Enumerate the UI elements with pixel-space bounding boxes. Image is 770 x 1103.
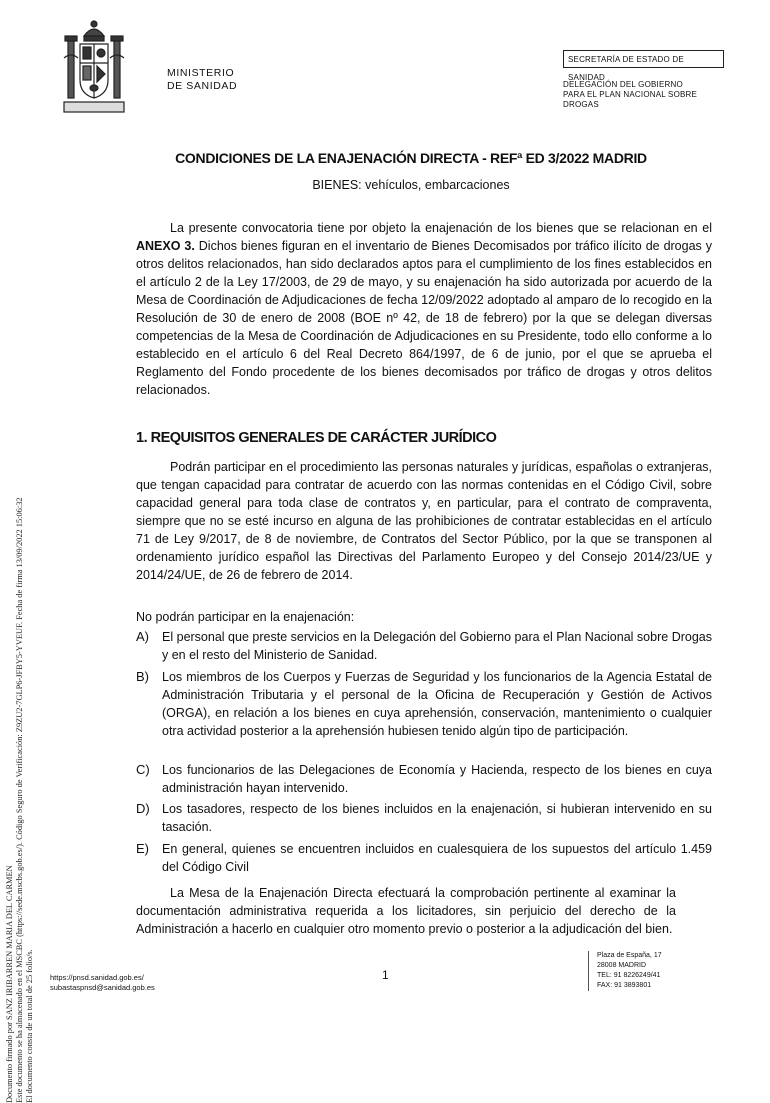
item-text: Los funcionarios de las Delegaciones de Economía y Hacienda, respecto de los bienes en cuya administración hayan intervenido.	[162, 763, 712, 795]
exclusion-item	[136, 668, 712, 740]
section-heading: 1. REQUISITOS GENERALES DE CARÁCTER JURÍDICO	[136, 430, 497, 446]
address-line: Plaza de España, 17	[597, 952, 662, 959]
exclusion-item	[136, 840, 712, 876]
signature-side-note	[5, 223, 35, 1103]
address-fax: FAX: 91 3893801	[597, 982, 652, 989]
footer-address	[588, 951, 662, 991]
exclusion-item	[136, 761, 712, 797]
ministry-line: DE SANIDAD	[167, 80, 238, 92]
item-text: Los miembros de los Cuerpos y Fuerzas de Seguridad y los funcionarios de la Agencia Estatal de Administración Tributaria y el personal de la Oficina de Recuperación y Gestión de Activos (ORGA), en relación a los bienes en cuya aprehensión, conservación, mantenimiento o cualquier otra actividad posterior a la aprehensión hubiesen tenido algún tipo de participación.	[162, 670, 712, 738]
intro-paragraph	[136, 219, 712, 399]
document-subtitle: BIENES: vehículos, embarcaciones	[312, 178, 510, 192]
delegation-line: DELEGACIÓN DEL GOBIERNO	[563, 80, 683, 89]
exclusion-item	[136, 628, 712, 664]
footer-email-link[interactable]: subastaspnsd@sanidad.gob.es	[50, 983, 155, 992]
exclusion-item	[136, 800, 712, 836]
delegation-line: PARA EL PLAN NACIONAL SOBRE	[563, 90, 698, 99]
exclusion-intro: No podrán participar en la enajenación:	[136, 610, 355, 624]
item-label: B)	[136, 669, 149, 684]
item-text: Los tasadores, respecto de los bienes incluidos en la enajenación, si hubieran intervenido en su tasación.	[162, 802, 712, 834]
ministry-name	[167, 67, 237, 93]
intro-text: La presente convocatoria tiene por objeto la enajenación de los bienes que se relacionan en el	[170, 221, 712, 235]
coat-of-arms-logo	[62, 18, 126, 120]
delegation-name	[563, 80, 723, 110]
item-label: D)	[136, 801, 150, 816]
document-title: CONDICIONES DE LA ENAJENACIÓN DIRECTA - REFª ED 3/2022 MADRID	[175, 150, 647, 166]
side-note-line: Documento firmado por SANZ IRIBARREN MARIA DEL CARMEN	[5, 865, 14, 1103]
page-number: 1	[382, 968, 389, 982]
secretaria-box: SECRETARÍA DE ESTADO DE SANIDAD	[563, 50, 724, 68]
item-label: A)	[136, 629, 149, 644]
side-note-line: Este documento se ha almacenado en el MSCBC (https://sede.mscbs.gob.es/). Código Seguro de Verificación: Z9ZU2-7GLP6-JFBY5-YVEUF. Fecha de firma 13/09/2022 15:06:32	[15, 497, 24, 1103]
ministry-line: MINISTERIO	[167, 67, 235, 79]
item-text: El personal que preste servicios en la Delegación del Gobierno para el Plan Nacional sobre Drogas y en el resto del Ministerio de Sanidad.	[162, 630, 712, 662]
closing-paragraph: La Mesa de la Enajenación Directa efectuará la comprobación pertinente al examinar la documentación administrativa requerida a los licitadores, sin perjuicio del derecho de la Administración a hacerlo en cualquier otro momento previo o posterior a la adjudicación del bien.	[136, 886, 676, 936]
section-paragraph: Podrán participar en el procedimiento las personas naturales y jurídicas, españolas o extranjeras, que tengan capacidad para contratar de acuerdo con las normas contenidas en el Código Civil, sobre capacidad general para toda clase de contratos y, en particular, para el contrato de compraventa, siempre que no se esté incurso en alguna de las prohibiciones de contratar establecidas en el artículo 71 de Ley 9/2017, de 8 de noviembre, de Contratos del Sector Público, por la que se transponen al ordenamiento jurídico español las Directivas del Parlamento Europeo y del Consejo 2014/23/UE y 2014/24/UE, de 26 de febrero de 2014.	[136, 460, 712, 582]
side-note-line: El documento consta de un total de 25 folio/s.	[25, 949, 34, 1103]
intro-text-continued: Dichos bienes figuran en el inventario de Bienes Decomisados por tráfico ilícito de drogas y otros delitos relacionados, han sido declarados aptos para el cumplimiento de los fines establecidos en el artículo 2 de la Ley 17/2003, de 29 de mayo, y su enajenación ha sido autorizada por acuerdo de la Mesa de Coordinación de Adjudicaciones de fecha 12/09/2022 adoptado al amparo de lo recogido en la Resolución de 30 de enero de 2008 (BOE nº 42, de 18 de febrero) por la que se delegan diversas competencias de la Mesa de Coordinación de Adjudicaciones en su Presidente, todo ello conforme a lo establecido en el artículo 6 del Real Decreto 864/1997, de 6 de junio, por el que se aprueba el Reglamento del Fondo procedente de los bienes decomisados por tráfico de drogas y otros delitos relacionados.	[136, 239, 712, 397]
address-phone: TEL: 91 8226249/41	[597, 972, 661, 979]
annex-reference: ANEXO 3.	[136, 239, 195, 253]
item-text: En general, quienes se encuentren incluidos en cualesquiera de los supuestos del artículo 1.459 del Código Civil	[162, 842, 712, 874]
footer-web-link[interactable]: https://pnsd.sanidad.gob.es/	[50, 973, 144, 982]
delegation-line: DROGAS	[563, 100, 599, 109]
item-label: E)	[136, 841, 149, 856]
address-line: 28008 MADRID	[597, 962, 647, 969]
footer-contact	[50, 973, 155, 993]
item-label: C)	[136, 762, 150, 777]
